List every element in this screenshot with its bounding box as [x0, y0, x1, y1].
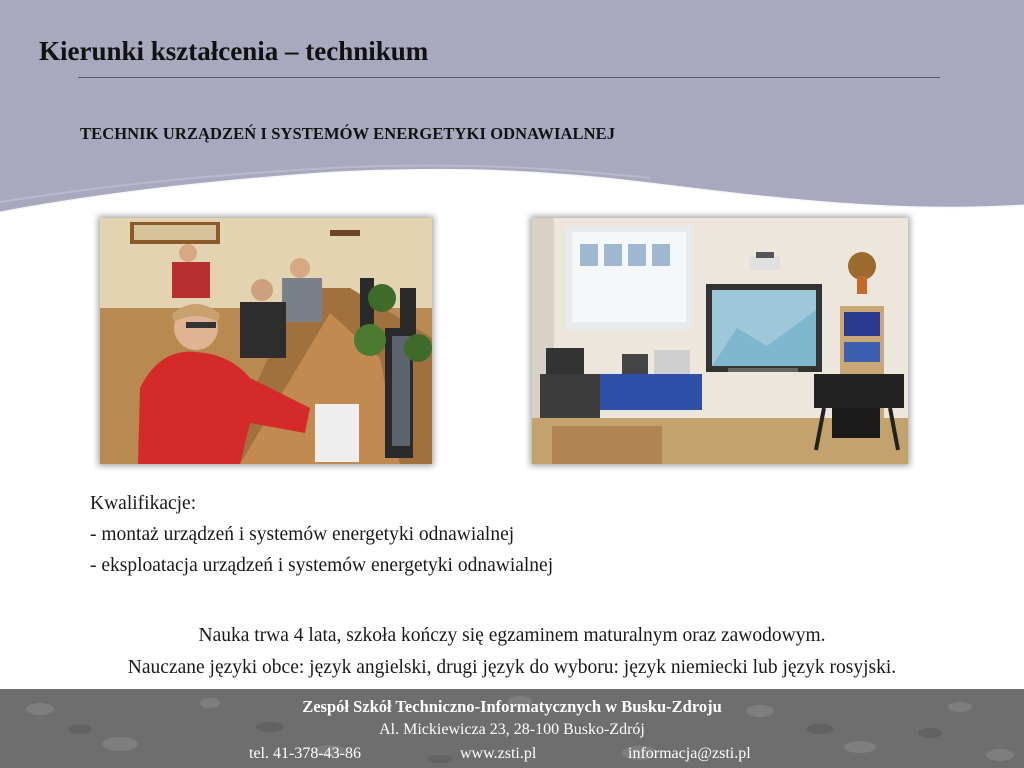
footer-website-link[interactable]: www.zsti.pl — [460, 745, 537, 762]
qualifications-list — [90, 488, 553, 581]
study-duration-text: Nauka trwa 4 lata, szkoła kończy się egzaminem maturalnym oraz zawodowym. — [198, 625, 826, 646]
title-divider — [78, 77, 940, 78]
page-title: Kierunki kształcenia – technikum — [39, 36, 429, 66]
qualifications-heading: Kwalifikacje: — [90, 493, 197, 514]
footer-address: Al. Mickiewicza 23, 28-100 Busko-Zdrój — [379, 721, 645, 738]
header-wave-band — [0, 0, 1024, 230]
footer-phone: tel. 41-378-43-86 — [249, 745, 361, 762]
footer — [0, 689, 1024, 768]
languages-text: Nauczane języki obce: język angielski, drugi język do wyboru: język niemiecki lub język rosyjski. — [127, 657, 897, 678]
classroom-interactive-whiteboard-photo — [532, 218, 908, 464]
footer-school-name: Zespół Szkół Techniczno-Informatycznych w Busku-Zdroju — [302, 697, 722, 716]
program-name: TECHNIK URZĄDZEŃ I SYSTEMÓW ENERGETYKI ODNAWIALNEJ — [80, 124, 616, 143]
qualification-item: - eksploatacja urządzeń i systemów energetyki odnawialnej — [90, 555, 554, 576]
students-computer-lab-photo — [100, 218, 432, 464]
footer-email-link[interactable]: informacja@zsti.pl — [628, 745, 751, 762]
qualification-item: - montaż urządzeń i systemów energetyki odnawialnej — [90, 524, 515, 545]
